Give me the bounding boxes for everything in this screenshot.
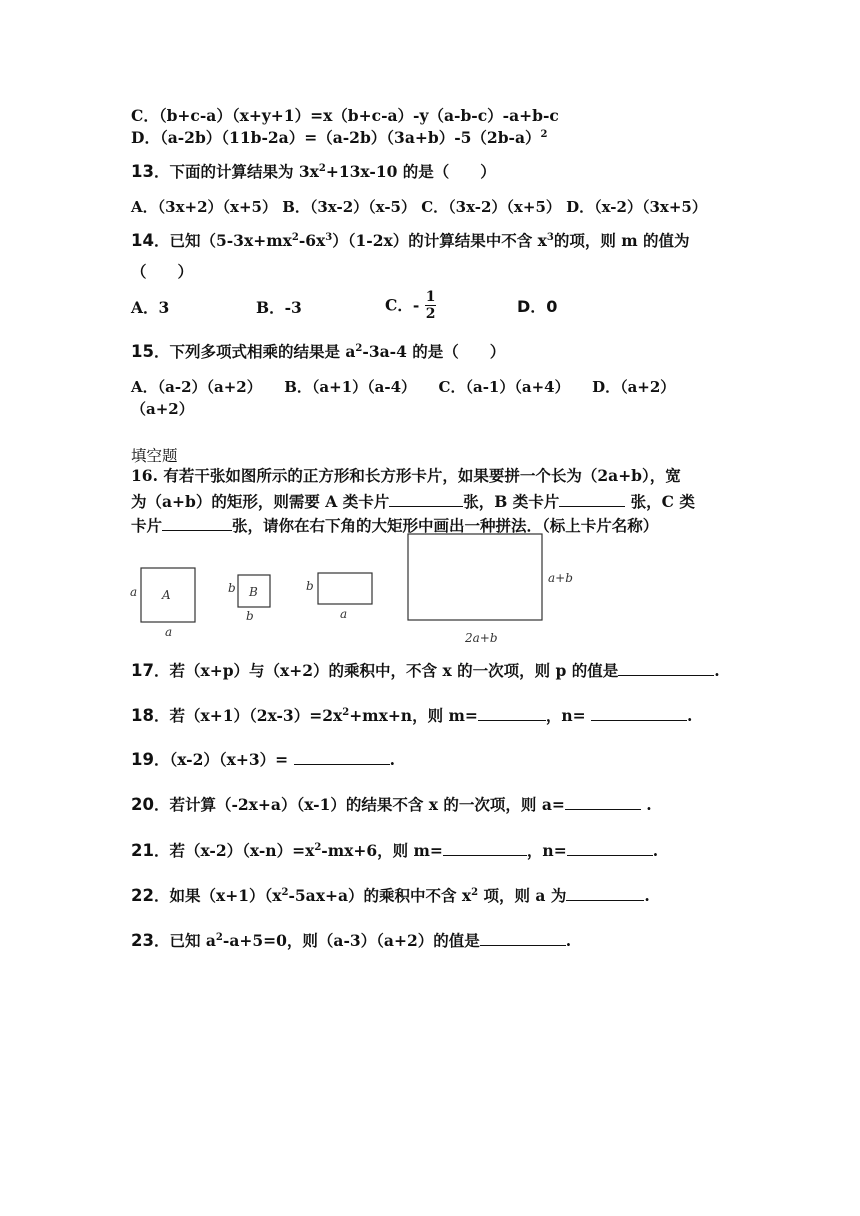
section-title-fill-in: 填空题 bbox=[131, 447, 178, 465]
q19: 19．（x-2）（x+3）= . bbox=[131, 750, 395, 769]
q13-options: A．（3x+2）（x+5） B．（3x-2）（x-5） C．（3x-2）（x+5） D．（x-2）（3x+5） bbox=[131, 198, 707, 216]
q16-line2: 为（a+b）的矩形，则需要 A 类卡片 张，B 类卡片 张，C 类 bbox=[131, 492, 695, 511]
card-b-side-label: b bbox=[228, 581, 236, 595]
q20: 20．若计算（-2x+a）（x-1）的结果不含 x 的一次项，则 a= . bbox=[131, 795, 652, 814]
fraction-one-half: $\frac{1}{2}$ bbox=[425, 289, 436, 322]
q14-options bbox=[131, 288, 731, 328]
q19-blank[interactable] bbox=[294, 748, 390, 765]
q23: 23．已知 $a^2-a+5=0$，则（a-3）（a+2）的值是 . bbox=[131, 931, 572, 950]
q15-options: A．（a-2）（a+2） B．（a+1）（a-4） C．（a-1）（a+4） D．（a+2） bbox=[131, 378, 676, 396]
q14-option-a: A．3 bbox=[131, 298, 170, 317]
q18-blank-n[interactable] bbox=[591, 704, 687, 721]
q21: 21．若$(x-2)(x-n)=x^2-mx+6$，则 m= ，n= . bbox=[131, 841, 659, 860]
q17: 17．若（x+p）与（x+2）的乘积中，不含 x 的一次项，则 p 的值是 . bbox=[131, 661, 720, 680]
q14-option-d: D．0 bbox=[517, 297, 558, 316]
q23-blank[interactable] bbox=[480, 929, 566, 946]
q22-blank[interactable] bbox=[566, 884, 644, 901]
q15-stem: 15．下列多项式相乘的结果是 $a^2-3a-4$ 的是（ ） bbox=[131, 342, 506, 361]
q13-stem: 13．下面的计算结果为 $3x^2+13x-10$ 的是（ ） bbox=[131, 162, 496, 181]
cards-figure bbox=[125, 530, 585, 650]
q17-blank[interactable] bbox=[618, 659, 714, 676]
q14-answer-paren: （ ） bbox=[131, 262, 194, 281]
q16-blank-a[interactable] bbox=[389, 490, 463, 507]
q16-blank-b[interactable] bbox=[559, 490, 625, 507]
card-c-side-label: b bbox=[306, 579, 314, 593]
q15-options-cont: （a+2） bbox=[131, 400, 194, 418]
q12-option-c: C．（b+c-a）（x+y+1）=x（b+c-a）-y（a-b-c）-a+b-c bbox=[131, 106, 559, 125]
q16-line3: 卡片 张，请你在右下角的大矩形中画出一种拼法．（标上卡片名称） bbox=[131, 516, 659, 535]
q14-stem: 14．已知$(5-3x+mx^2-6x^3)(1-2x)$的计算结果中不含 $x^3$的项，则 m 的值为 bbox=[131, 231, 690, 250]
card-a-side-label: a bbox=[130, 585, 138, 599]
q12-option-d: D．$(a-2b)(11b-2a)=(a-2b)(3a+b)-5(2b-a)^2$ bbox=[131, 128, 548, 147]
q18: 18．若$(x+1)(2x-3)=2x^2+mx+n$，则 m= ，n= . bbox=[131, 706, 693, 725]
q14-option-c: C．- $\frac{1}{2}$ bbox=[385, 289, 436, 322]
q18-blank-m[interactable] bbox=[478, 704, 546, 721]
card-b-bottom-label: b bbox=[246, 609, 254, 623]
card-a-name: A bbox=[162, 588, 171, 602]
card-c-bottom-label: a bbox=[340, 607, 348, 621]
big-bottom-label: 2a+b bbox=[465, 631, 498, 645]
card-b-name: B bbox=[249, 585, 258, 599]
q14-option-b: B．-3 bbox=[256, 298, 302, 317]
big-rectangle[interactable] bbox=[408, 534, 542, 620]
q21-blank-m[interactable] bbox=[443, 839, 527, 856]
big-side-label: a+b bbox=[548, 571, 573, 585]
q21-blank-n[interactable] bbox=[567, 839, 653, 856]
q22: 22．如果$(x+1)(x^2-5ax+a)$的乘积中不含 $x^2$ 项，则 a 为 . bbox=[131, 886, 650, 905]
card-c-rect bbox=[318, 573, 372, 604]
q16-blank-c[interactable] bbox=[162, 514, 232, 531]
card-a-bottom-label: a bbox=[165, 625, 173, 639]
q16-line1: 16. 有若干张如图所示的正方形和长方形卡片，如果要拼一个长为（2a+b），宽 bbox=[131, 466, 681, 485]
q20-blank[interactable] bbox=[565, 793, 641, 810]
